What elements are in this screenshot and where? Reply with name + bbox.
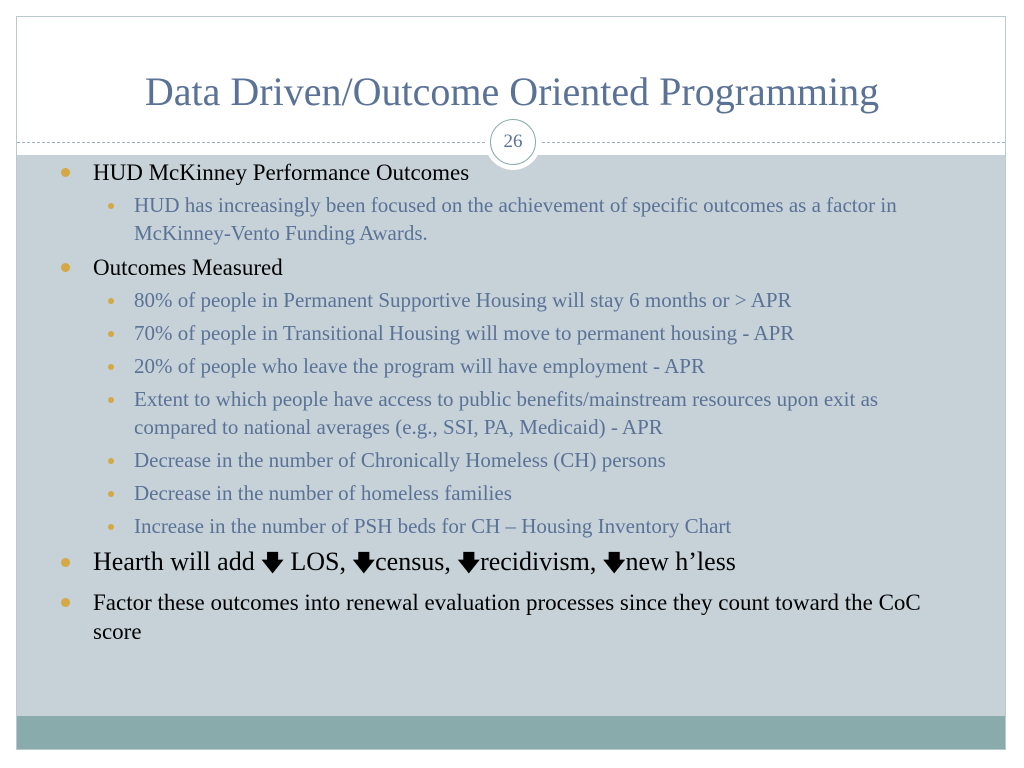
bullet-dot xyxy=(61,168,70,177)
sub-bullet xyxy=(60,385,960,441)
bullet-dot xyxy=(61,263,70,272)
sub-bullet xyxy=(60,319,960,347)
hearth-new-homeless: new h’less xyxy=(625,547,736,576)
sub-bullet xyxy=(60,446,960,474)
bullet-outcomes-measured xyxy=(60,253,960,282)
sub-bullet xyxy=(60,286,960,314)
bullet-dot xyxy=(61,558,70,567)
sub-bullet-text: Decrease in the number of Chronically Homeless (CH) persons xyxy=(134,448,666,472)
bullet-factor-outcomes xyxy=(60,588,960,646)
slide-content xyxy=(60,158,960,650)
sub-bullet-text: 80% of people in Permanent Supportive Housing will stay 6 months or > APR xyxy=(134,288,792,312)
down-arrow-icon: 🡇 xyxy=(457,551,481,576)
sub-bullet-dot xyxy=(108,397,114,403)
sub-bullet-dot xyxy=(108,203,114,209)
down-arrow-icon: 🡇 xyxy=(352,551,376,576)
hearth-recidivism: recidivism, xyxy=(480,547,603,576)
sub-bullet xyxy=(60,512,960,540)
sub-bullet-dot xyxy=(108,331,114,337)
hearth-census: census, xyxy=(375,547,458,576)
down-arrow-icon: 🡇 xyxy=(261,551,284,576)
sub-bullet xyxy=(60,352,960,380)
sub-bullet-text: Extent to which people have access to public benefits/mainstream resources upon exit as compared to national averages (e.g., SSI, PA, Medicaid) - APR xyxy=(134,387,879,439)
sub-bullet-text: 70% of people in Transitional Housing will move to permanent housing - APR xyxy=(134,321,795,345)
bullet-hearth xyxy=(60,546,960,580)
footer-band xyxy=(17,716,1005,749)
slide-title: Data Driven/Outcome Oriented Programming xyxy=(144,69,880,114)
sub-bullet-text: Increase in the number of PSH beds for CH – Housing Inventory Chart xyxy=(134,514,732,538)
sub-bullet-text: Decrease in the number of homeless families xyxy=(134,481,512,505)
sub-bullet-dot xyxy=(108,364,114,370)
hearth-los: LOS, xyxy=(283,547,353,576)
bullet-hud-mckinney xyxy=(60,158,960,187)
sub-bullet xyxy=(60,479,960,507)
sub-bullet-dot xyxy=(108,458,114,464)
sub-bullet-dot xyxy=(108,524,114,530)
bullet-text: Factor these outcomes into renewal evaluation processes since they count toward the CoC score xyxy=(93,590,921,644)
sub-bullet-dot xyxy=(108,491,114,497)
sub-bullet-text: 20% of people who leave the program will have employment - APR xyxy=(134,354,705,378)
sub-bullet xyxy=(60,191,960,247)
bullet-dot xyxy=(61,598,70,607)
page-number: 26 xyxy=(490,119,536,165)
hearth-prefix: Hearth will add xyxy=(93,547,262,576)
sub-bullet-text: HUD has increasingly been focused on the achievement of specific outcomes as a factor in McKinney-Vento Funding Awards. xyxy=(134,193,897,245)
bullet-text: HUD McKinney Performance Outcomes xyxy=(93,160,470,185)
sub-bullet-dot xyxy=(108,298,114,304)
down-arrow-icon: 🡇 xyxy=(602,551,626,576)
bullet-text: Outcomes Measured xyxy=(93,255,283,280)
